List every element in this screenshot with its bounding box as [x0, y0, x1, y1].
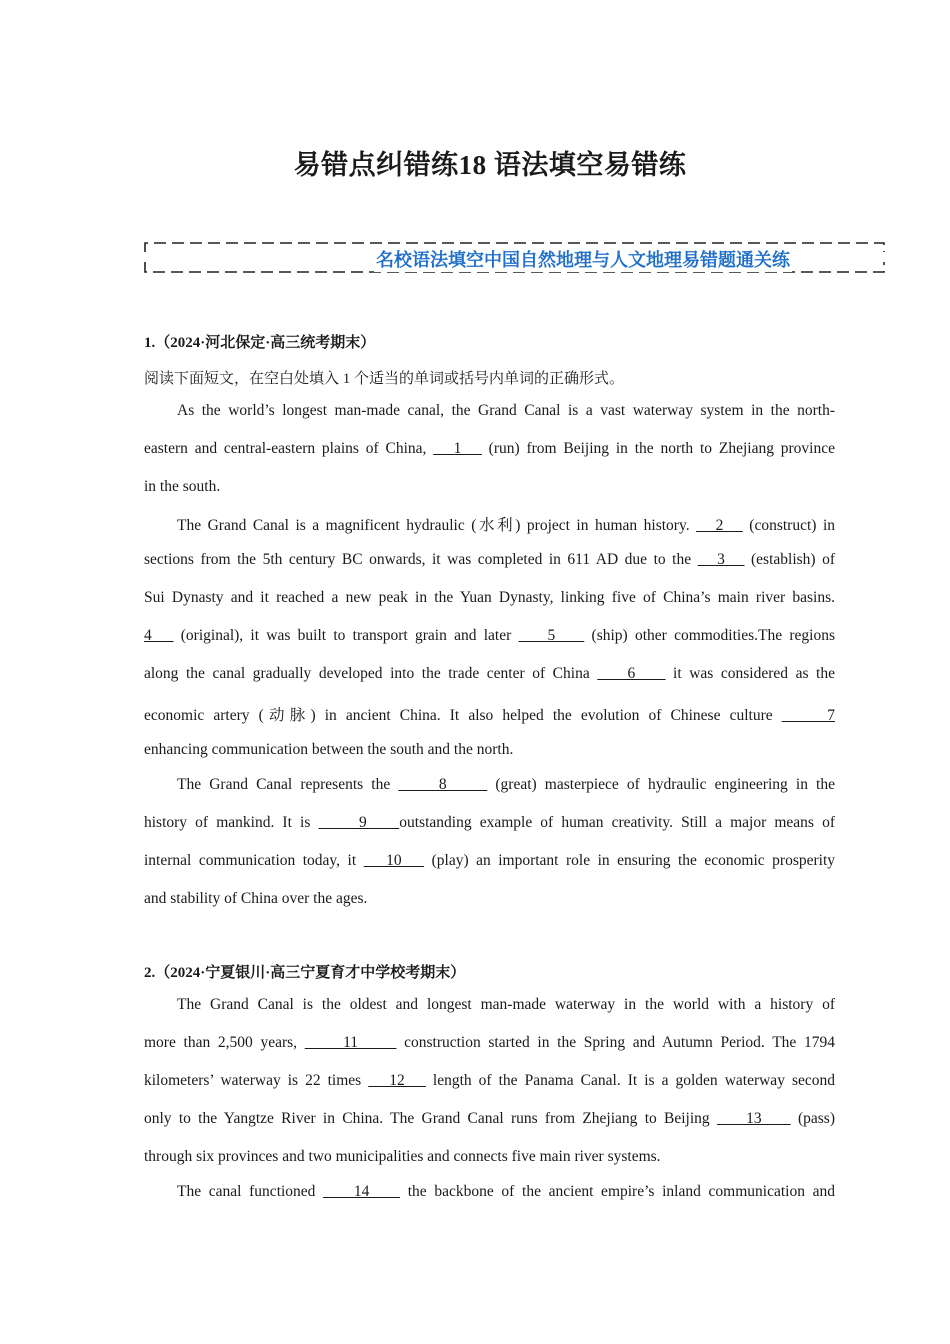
answer-blank[interactable]: 12: [368, 1072, 426, 1089]
page-title: 易错点纠错练18 语法填空易错练: [293, 150, 687, 180]
section-banner: [144, 242, 884, 272]
answer-blank[interactable]: 11: [304, 1034, 397, 1051]
answer-blank[interactable]: 10: [363, 852, 425, 869]
answer-blank[interactable]: 1: [433, 440, 482, 457]
question-heading: 1.（2024·河北保定·高三统考期末）: [144, 335, 376, 351]
passage-line: kilometers’ waterway is 22 times 12 length of the Panama Canal. It is a golden waterway second: [144, 1072, 836, 1089]
answer-blank[interactable]: 2: [696, 517, 743, 534]
passage-line: sections from the 5th century BC onwards, it was completed in 611 AD due to the 3 (establish) of: [144, 551, 836, 568]
answer-blank[interactable]: 6: [597, 665, 666, 682]
passage-line: in the south.: [144, 478, 221, 495]
instruction-text: 阅读下面短文，在空白处填入 1 个适当的单词或括号内单词的正确形式。: [144, 371, 625, 387]
passage-line: history of mankind. It is 9 outstanding example of human creativity. Still a major means of: [144, 814, 835, 831]
banner-title: 名校语法填空中国自然地理与人文地理易错题通关练: [374, 246, 792, 272]
passage-line: The Grand Canal is the oldest and longest man-made waterway in the world with a history of: [177, 996, 835, 1013]
passage-line: The Grand Canal is a magnificent hydraulic (水利) project in human history. 2 (construct) in: [177, 517, 835, 534]
passage-line: Sui Dynasty and it reached a new peak in the Yuan Dynasty, linking five of China’s main river basins.: [144, 589, 835, 606]
passage-line: 4 (original), it was built to transport grain and later 5 (ship) other commodities.The regions: [144, 627, 835, 644]
answer-blank[interactable]: 13: [716, 1110, 791, 1127]
answer-blank[interactable]: 4: [144, 627, 174, 644]
passage-line: and stability of China over the ages.: [144, 890, 368, 907]
answer-blank[interactable]: 8: [398, 776, 488, 793]
answer-blank[interactable]: 7: [781, 707, 835, 724]
passage-line: economic artery (动脉) in ancient China. It also helped the evolution of Chinese culture 7: [144, 707, 835, 724]
answer-blank[interactable]: 3: [697, 551, 745, 568]
answer-blank[interactable]: 5: [518, 627, 585, 644]
answer-blank[interactable]: 9: [318, 814, 400, 831]
passage-line: more than 2,500 years, 11 construction started in the Spring and Autumn Period. The 1794: [144, 1034, 835, 1051]
passage-line: eastern and central-eastern plains of China, 1 (run) from Beijing in the north to Zhejiang province: [144, 440, 835, 457]
passage-line: along the canal gradually developed into the trade center of China 6 it was considered as the: [144, 665, 835, 682]
passage-line: The Grand Canal represents the 8 (great) masterpiece of hydraulic engineering in the: [177, 776, 835, 793]
passage-line: The canal functioned 14 the backbone of the ancient empire’s inland communication and: [177, 1183, 836, 1200]
answer-blank[interactable]: 14: [323, 1183, 401, 1200]
passage-line: internal communication today, it 10 (play) an important role in ensuring the economic prosperity: [144, 852, 836, 869]
passage-line: As the world’s longest man-made canal, the Grand Canal is a vast waterway system in the north-: [177, 402, 835, 419]
question-heading: 2.（2024·宁夏银川·高三宁夏育才中学校考期末）: [144, 965, 466, 981]
passage-line: enhancing communication between the south and the north.: [144, 741, 514, 758]
passage-line: through six provinces and two municipalities and connects five main river systems.: [144, 1148, 661, 1165]
passage-line: only to the Yangtze River in China. The Grand Canal runs from Zhejiang to Beijing 13 (pass): [144, 1110, 835, 1127]
